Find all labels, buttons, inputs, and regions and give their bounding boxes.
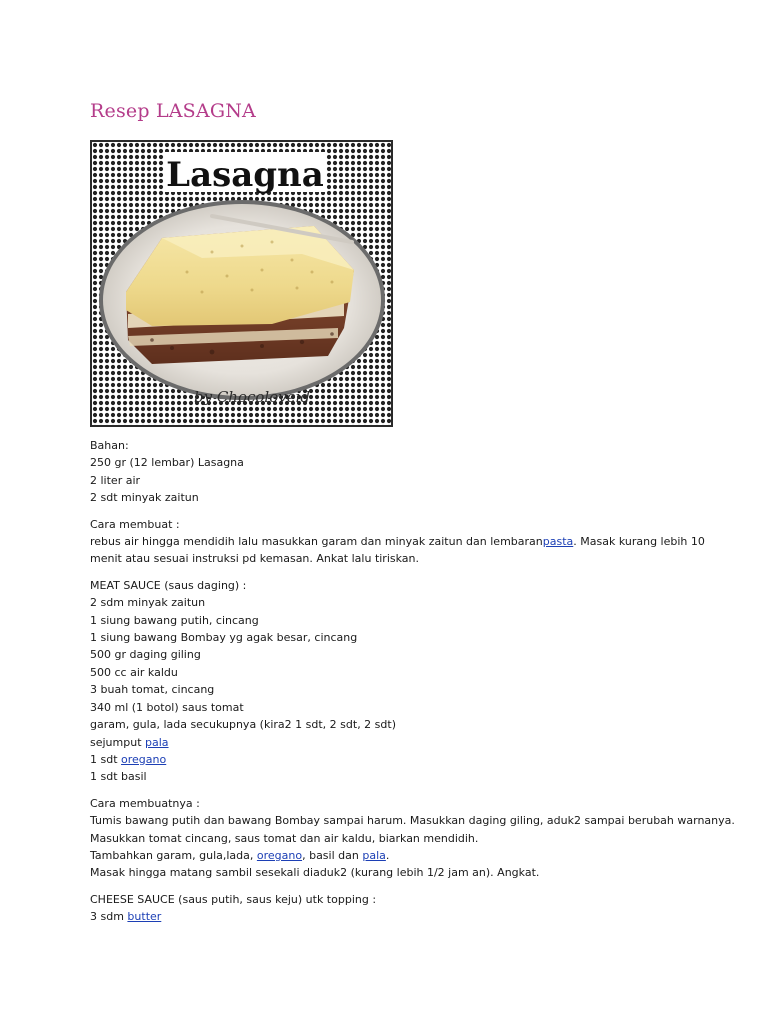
oregano-link[interactable]: oregano bbox=[121, 752, 167, 766]
page-title: Resep LASAGNA bbox=[90, 100, 256, 122]
meat-sauce-item bbox=[90, 751, 690, 768]
lasagna-photo bbox=[90, 140, 393, 427]
meat-sauce-item: 1 sdt basil bbox=[90, 770, 147, 784]
lasagna-slice bbox=[126, 226, 354, 364]
cara-line bbox=[90, 533, 705, 550]
bahan-item: 250 gr (12 lembar) Lasagna bbox=[90, 456, 244, 470]
bahan-item: 2 liter air bbox=[90, 473, 141, 487]
meat-sauce-item bbox=[90, 734, 690, 751]
cara-membuat-section bbox=[90, 516, 705, 568]
recipe-body bbox=[90, 437, 735, 926]
meat-sauce-item: 1 siung bawang putih, cincang bbox=[90, 613, 259, 627]
meat-sauce-item: garam, gula, lada secukupnya (kira2 1 sdt, 2 sdt, 2 sdt) bbox=[90, 718, 396, 732]
meat-sauce-section bbox=[90, 577, 690, 786]
pala-link[interactable]: pala bbox=[362, 848, 386, 862]
cara-membuatnya-section bbox=[90, 795, 735, 882]
cara-heading: Cara membuat : bbox=[90, 517, 180, 531]
cara-membuatnya-heading: Cara membuatnya : bbox=[90, 796, 200, 810]
bahan-section bbox=[90, 437, 690, 507]
step-line: Masukkan tomat cincang, saus tomat dan air kaldu, biarkan mendidih. bbox=[90, 831, 479, 845]
meat-sauce-item: 340 ml (1 botol) saus tomat bbox=[90, 700, 244, 714]
step-line: Masak hingga matang sambil sesekali diaduk2 (kurang lebih 1/2 jam an). Angkat. bbox=[90, 866, 540, 880]
oregano-link[interactable]: oregano bbox=[256, 848, 303, 862]
cara-text: . Masak kurang lebih 10 bbox=[573, 535, 705, 549]
step-line bbox=[90, 847, 690, 864]
cheese-sauce-section bbox=[90, 891, 690, 926]
step-text: Tambahkan garam, gula,lada, bbox=[90, 848, 257, 862]
pasta-link[interactable]: pasta bbox=[542, 535, 574, 549]
step-text: . bbox=[385, 848, 390, 862]
meat-sauce-item: 2 sdm minyak zaitun bbox=[90, 596, 206, 610]
meat-sauce-item: 3 buah tomat, cincang bbox=[90, 683, 215, 697]
cara-text: rebus air hingga mendidih lalu masukkan garam dan minyak zaitun dan lembaran bbox=[90, 535, 543, 549]
bahan-item: 2 sdt minyak zaitun bbox=[90, 491, 199, 505]
meat-sauce-item: 500 gr daging giling bbox=[90, 648, 201, 662]
meat-sauce-item: 500 cc air kaldu bbox=[90, 665, 178, 679]
pala-link[interactable]: pala bbox=[145, 735, 169, 749]
item-text: sejumput bbox=[90, 735, 146, 749]
step-text: , basil dan bbox=[302, 848, 363, 862]
cheese-sauce-heading: CHEESE SAUCE (saus putih, saus keju) utk topping : bbox=[90, 892, 377, 906]
item-text: 3 sdm bbox=[90, 910, 128, 924]
cheese-sauce-item bbox=[90, 908, 690, 925]
meat-sauce-heading: MEAT SAUCE (saus daging) : bbox=[90, 578, 247, 592]
step-line: Tumis bawang putih dan bawang Bombay sampai harum. Masukkan daging giling, aduk2 sampai berubah warnanya. bbox=[90, 814, 735, 828]
image-title-text: Lasagna bbox=[166, 155, 324, 195]
item-text: 1 sdt bbox=[90, 752, 122, 766]
cara-line: menit atau sesuai instruksi pd kemasan. Ankat lalu tiriskan. bbox=[90, 552, 420, 566]
bahan-heading: Bahan: bbox=[90, 439, 129, 452]
butter-link[interactable]: butter bbox=[127, 910, 162, 924]
watermark-text: by Chocoloveid bbox=[193, 388, 311, 406]
meat-sauce-item: 1 siung bawang Bombay yg agak besar, cincang bbox=[90, 631, 358, 645]
